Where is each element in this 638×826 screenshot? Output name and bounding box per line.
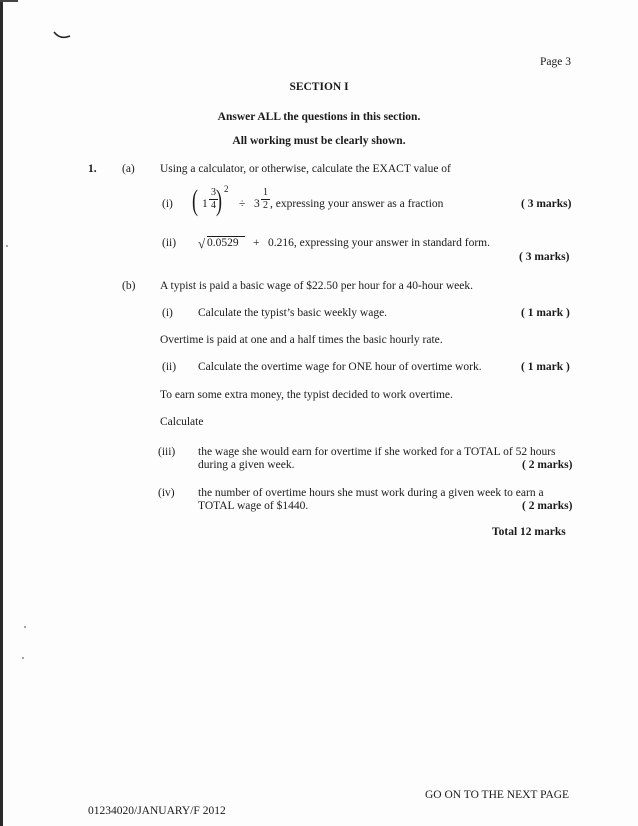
- part-a-ii-label: (ii): [162, 237, 177, 249]
- open-bracket: (: [192, 184, 198, 217]
- page-number: Page 3: [540, 56, 571, 68]
- part-a-stem: Using a calculator, or otherwise, calculate the EXACT value of: [160, 163, 451, 175]
- scan-mark-icon: [52, 30, 72, 42]
- part-b-iii-line-2: during a given week.: [198, 459, 295, 471]
- instruction-working: All working must be clearly shown.: [232, 135, 406, 147]
- part-a-i-label: (i): [162, 198, 173, 210]
- scan-speck: [22, 657, 24, 659]
- mixed-whole-2: 3: [254, 198, 260, 210]
- exponent: 2: [224, 184, 229, 194]
- part-b-iv-label: (iv): [158, 487, 175, 499]
- part-b-iii-marks: ( 2 marks): [522, 459, 573, 471]
- fraction-2: [261, 188, 270, 211]
- part-b-iv-line-1: the number of overtime hours she must work during a given week to earn a: [198, 487, 544, 499]
- radical-sign: √: [198, 236, 206, 251]
- numerator-1: 3: [211, 187, 216, 198]
- part-b-iv-line-2: TOTAL wage of $1440.: [198, 500, 309, 512]
- part-b-ii-marks: ( 1 mark ): [521, 361, 570, 373]
- part-b-stem: A typist is paid a basic wage of $22.50 per hour for a 40-hour week.: [160, 280, 473, 292]
- denominator-2: 2: [263, 200, 268, 211]
- extra-money-note: To earn some extra money, the typist decided to work overtime.: [160, 389, 453, 401]
- scan-left-edge: [0, 0, 3, 826]
- part-b-label: (b): [122, 280, 136, 292]
- part-a-i-marks: ( 3 marks): [521, 198, 572, 210]
- mixed-whole-1: 1: [202, 198, 208, 210]
- go-on-next-page: GO ON TO THE NEXT PAGE: [425, 789, 570, 801]
- scan-top-mark: [0, 0, 18, 2]
- numerator-2: 1: [263, 187, 268, 198]
- exam-code: 01234020/JANUARY/F 2012: [88, 805, 226, 817]
- scan-speck: [24, 626, 26, 628]
- division-operator: ÷: [239, 198, 246, 210]
- scan-speck: [6, 245, 8, 247]
- total-marks: Total 12 marks: [492, 526, 566, 538]
- section-title: SECTION I: [289, 81, 349, 93]
- overtime-note: Overtime is paid at one and a half times the basic hourly rate.: [160, 334, 443, 346]
- radicand: 0.0529: [207, 237, 239, 249]
- part-b-ii-text: Calculate the overtime wage for ONE hour of overtime work.: [198, 361, 482, 373]
- part-a-ii-marks: ( 3 marks): [519, 251, 570, 263]
- denominator-1: 4: [211, 200, 216, 211]
- instruction-answer-all: Answer ALL the questions in this section.: [217, 111, 421, 123]
- part-b-iii-line-1: the wage she would earn for overtime if she worked for a TOTAL of 52 hours: [198, 446, 556, 458]
- part-b-i-label: (i): [162, 307, 173, 319]
- part-a-i-text: , expressing your answer as a fraction: [270, 198, 444, 210]
- part-b-i-marks: ( 1 mark ): [521, 307, 570, 319]
- part-b-i-text: Calculate the typist’s basic weekly wage.: [198, 307, 388, 319]
- question-number: 1.: [88, 163, 97, 175]
- plus-operator: +: [253, 237, 260, 249]
- close-bracket: ): [216, 184, 222, 217]
- calculate-label: Calculate: [160, 416, 204, 428]
- part-a-label: (a): [122, 163, 135, 175]
- part-b-ii-label: (ii): [162, 361, 177, 373]
- part-b-iv-marks: ( 2 marks): [522, 500, 573, 512]
- part-b-iii-label: (iii): [158, 446, 176, 458]
- part-a-ii-text: 0.216, expressing your answer in standard form.: [268, 237, 490, 249]
